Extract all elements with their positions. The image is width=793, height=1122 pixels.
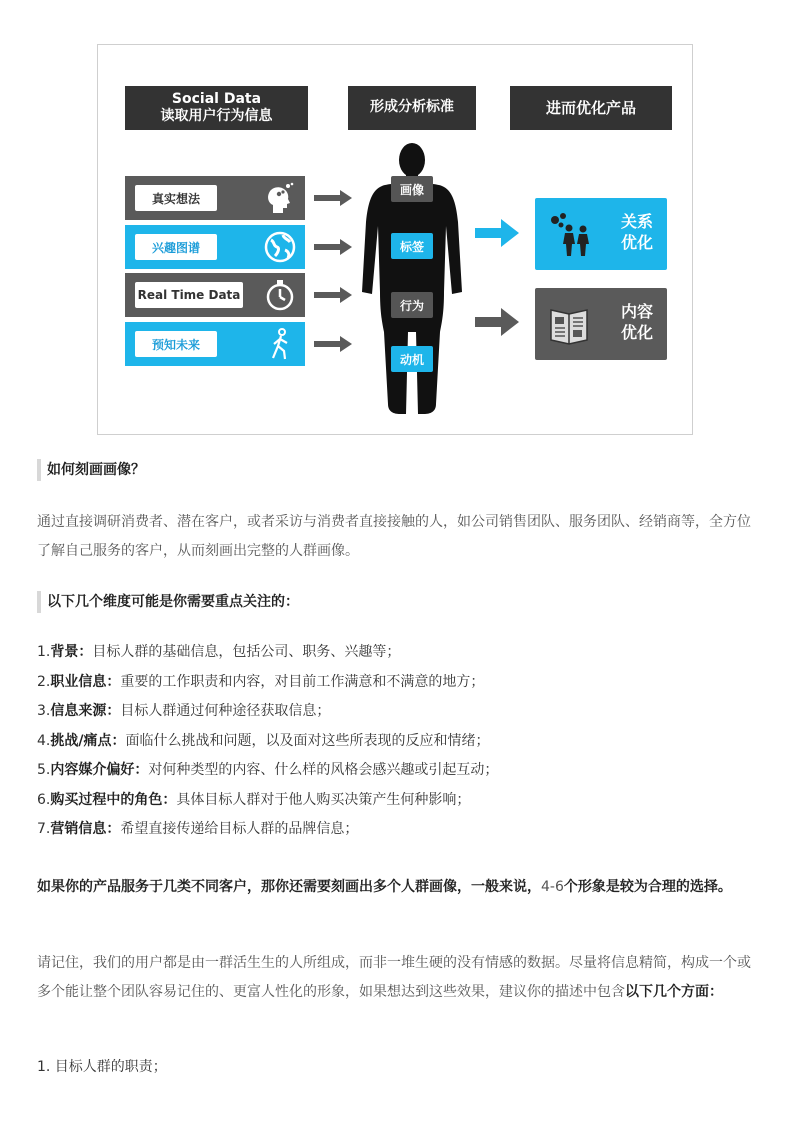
output-content [535,288,667,360]
item-term: 营销信息： [50,821,121,837]
item-desc: 对何种类型的内容、什么样的风格会感兴趣或引起互动； [148,762,499,778]
newspaper-icon [547,302,595,346]
item-term: 背景： [50,644,93,660]
analysis-standard-label: 形成分析标准 [370,99,454,116]
globe-icon [263,230,297,264]
body-tag-behavior: 行为 [391,292,433,318]
note-part: 如果你的产品服务于几类不同客户，那你还需要刻画出多个人群画像，一般来说， [37,879,541,895]
list-item [37,756,757,786]
data-row-label: 预知未来 [135,331,217,357]
body-tag-label: 标签 [391,233,433,259]
arrow-right-icon [475,219,519,247]
data-row-interest [125,225,305,269]
arrow-right-icon [314,239,352,255]
remember-emphasis: 以下几个方面： [625,984,723,1000]
data-row-label: Real Time Data [135,282,243,308]
list-item [37,815,757,845]
item-number: 6. [37,791,51,808]
item-desc: 面临什么挑战和问题，以及面对这些所表现的反应和情绪； [125,732,490,749]
dimension-list [37,638,757,845]
list-item [37,697,757,727]
item-desc: 希望直接传递给目标人群的品牌信息； [120,821,359,837]
output-line: 关系 [620,212,653,231]
section-heading-dimensions: 以下几个维度可能是你需要重点关注的： [37,591,299,613]
output-line: 优化 [620,232,653,252]
item-desc: 具体目标人群对于他人购买决策产生何种影响； [176,791,471,808]
remember-paragraph [37,949,757,1007]
head-thought-icon [263,181,297,215]
item-number: 5. [37,762,51,778]
optimize-product-label: 进而优化产品 [545,98,636,117]
optimize-product-header [510,86,672,130]
multiple-personas-note [37,873,757,902]
social-data-header [125,86,308,130]
list-item [37,786,757,816]
output-content-text [621,302,653,344]
arrow-right-icon [314,287,352,303]
data-row-future [125,322,305,366]
data-row-realtime [125,273,305,317]
item-number: 3. [37,703,51,719]
output-relationship [535,198,667,270]
persona-infographic [97,44,693,435]
section1-paragraph: 通过直接调研消费者、潜在客户，或者采访与消费者直接接触的人，如公司销售团队、服务团队、经销商等，全方位了解自己服务的客户，从而刻画出完整的人群画像。 [37,514,751,559]
social-data-subtitle: 读取用户行为信息 [160,108,273,124]
item-term: 职业信息： [50,673,121,690]
item-term: 挑战/痛点： [50,732,126,749]
item-number: 7. [37,821,51,837]
remember-text: 请记住，我们的用户都是由一群活生生的人所组成，而非一堆生硬的没有情感的数据。尽量将信息精简，构成一个或多个能让整个团队容易记住的、更富人性化的形象，如果想达到这些效果，建议你的描述中包含 [37,955,751,1000]
social-data-title: Social Data [171,90,262,107]
data-row-thoughts [125,176,305,220]
people-chat-icon [547,212,595,256]
item-desc: 重要的工作职责和内容，对目前工作满意和不满意的地方； [120,673,485,690]
list-item [37,668,757,698]
final-list-item: 1. 目标人群的职责； [37,1059,167,1075]
list-item [37,727,757,757]
output-line: 优化 [620,322,653,342]
item-desc: 目标人群通过何种途径获取信息； [120,703,331,719]
data-row-label: 真实想法 [135,185,217,211]
arrow-right-icon [475,308,519,336]
persona-range: 4-6 [541,879,564,895]
note-part: 个形象是较为合理的选择。 [563,879,732,895]
item-desc: 目标人群的基础信息，包括公司、职务、兴趣等； [92,644,401,660]
item-number: 2. [37,673,51,690]
arrow-right-icon [314,336,352,352]
item-number: 4. [37,732,51,749]
analysis-standard-header [348,86,476,130]
item-term: 信息来源： [50,703,121,719]
body-tag-motive: 动机 [391,346,433,372]
item-term: 购买过程中的角色： [50,791,177,808]
body-tag-portrait: 画像 [391,176,433,202]
output-relationship-text [621,212,653,254]
data-row-label: 兴趣图谱 [135,234,217,260]
stopwatch-icon [263,278,297,312]
item-number: 1. [37,644,51,660]
output-line: 内容 [620,302,653,321]
list-item [37,638,757,668]
item-term: 内容媒介偏好： [50,762,149,778]
section-heading-how-to-portray: 如何刻画画像？ [37,459,145,481]
walking-person-icon [263,327,297,361]
arrow-right-icon [314,190,352,206]
